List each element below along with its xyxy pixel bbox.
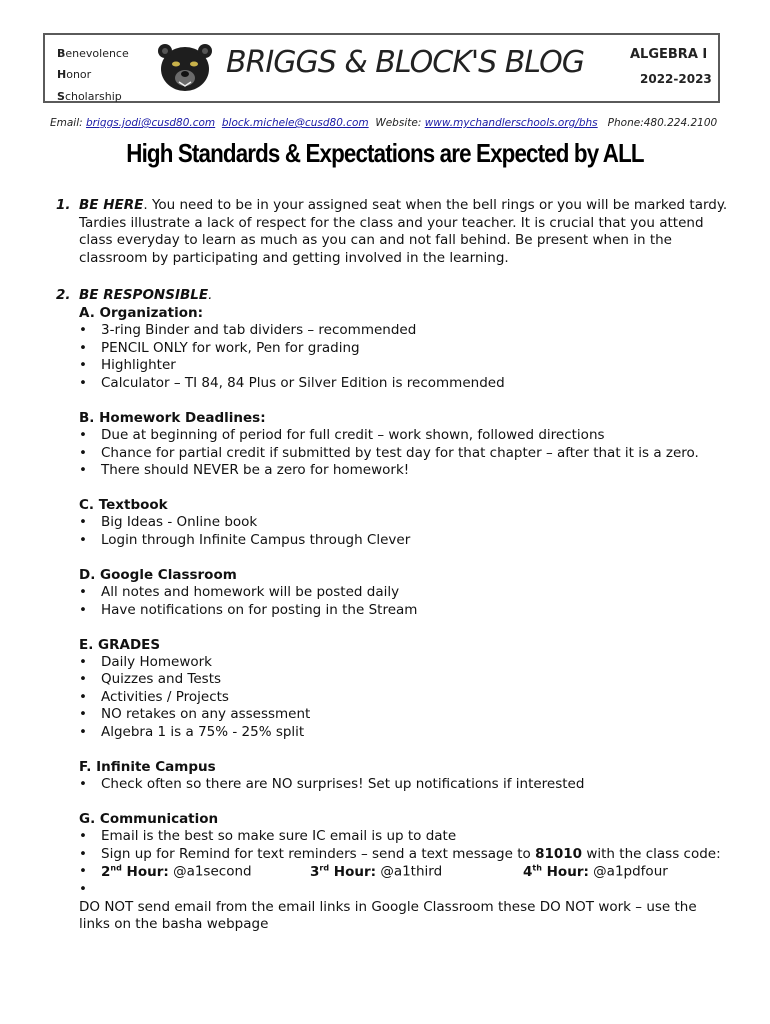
website-link[interactable]: www.mychandlerschools.org/bhs: [424, 117, 598, 129]
textbook-heading: C. Textbook: [79, 497, 168, 513]
list-item: • Email is the best so make sure IC email is up to date: [79, 828, 457, 844]
section-2-heading: BE RESPONSIBLE.: [79, 287, 213, 303]
infinite-campus-heading: F. Infinite Campus: [79, 759, 216, 775]
homework-deadlines-heading: B. Homework Deadlines:: [79, 410, 266, 426]
bhs-line-scholarship: Scholarship: [57, 90, 122, 103]
list-item: • There should NEVER be a zero for homework!: [79, 462, 410, 478]
list-item: • Algebra 1 is a 75% - 25% split: [79, 724, 305, 740]
class-code-4th-hour: 4th Hour: @a1pdfour: [523, 863, 668, 880]
class-code-2nd-hour: 2nd Hour: @a1second: [101, 863, 252, 880]
section-1-paragraph: BE HERE. You need to be in your assigned seat when the bell rings or you will be marked tardy. Tardies illustrate a lack of respect for the class and your teacher. It is crucial that you attend class everyday to learn as much as you can and not fall behind. Be present when in the classroom by participating and getting involved in the learning.: [79, 197, 728, 266]
blog-title: BRIGGS & BLOCK'S BLOG: [226, 45, 584, 80]
organization-heading: A. Organization:: [79, 305, 204, 321]
school-year: 2022-2023: [640, 72, 712, 86]
list-item: • Activities / Projects: [79, 689, 229, 705]
bhs-line-benevolence: Benevolence: [57, 47, 129, 60]
list-item: • Calculator – TI 84, 84 Plus or Silver Edition is recommended: [79, 375, 505, 391]
email-link-briggs[interactable]: briggs.jodi@cusd80.com: [86, 117, 216, 129]
phone-number: Phone:480.224.2100: [607, 117, 718, 129]
bear-logo-icon: [155, 42, 215, 94]
list-item-class-codes: •: [79, 863, 87, 879]
email-link-block[interactable]: block.michele@cusd80.com: [221, 117, 369, 129]
page-title: High Standards & Expectations are Expected by ALL: [126, 138, 644, 168]
communication-heading: G. Communication: [79, 811, 219, 827]
list-item: • Daily Homework: [79, 654, 212, 670]
list-item: • Have notifications on for posting in the Stream: [79, 602, 418, 618]
list-item: • Due at beginning of period for full credit – work shown, followed directions: [79, 427, 605, 443]
bhs-line-honor: Honor: [57, 68, 92, 81]
list-item: • Quizzes and Tests: [79, 671, 222, 687]
google-classroom-heading: D. Google Classroom: [79, 567, 237, 583]
list-item: • 3-ring Binder and tab dividers – recommended: [79, 322, 417, 338]
list-item: • Big Ideas - Online book: [79, 514, 258, 530]
list-item: •DO NOT send email from the email links in Google Classroom these DO NOT work – use the links on the basha webpage: [79, 881, 697, 932]
contact-line: Email: briggs.jodi@cusd80.com block.michele@cusd80.com Website: www.mychandlerschools.org/bhs Phone:480.224.2100: [50, 117, 718, 129]
class-code-3rd-hour: 3rd Hour: @a1third: [310, 863, 443, 880]
list-item: • Check often so there are NO surprises! Set up notifications if interested: [79, 776, 585, 792]
list-item: • PENCIL ONLY for work, Pen for grading: [79, 340, 360, 356]
section-2-number: 2.: [56, 287, 71, 303]
list-item: • Login through Infinite Campus through Clever: [79, 532, 411, 548]
list-item: • NO retakes on any assessment: [79, 706, 311, 722]
list-item: • Chance for partial credit if submitted by test day for that chapter – after that it is a zero.: [79, 445, 699, 461]
grades-heading: E. GRADES: [79, 637, 161, 653]
list-item: • Highlighter: [79, 357, 176, 373]
list-item: • All notes and homework will be posted daily: [79, 584, 400, 600]
subject-label: ALGEBRA I: [630, 47, 708, 62]
section-1-number: 1.: [56, 197, 71, 213]
list-item: • Sign up for Remind for text reminders – send a text message to 81010 with the class code:: [79, 846, 721, 862]
